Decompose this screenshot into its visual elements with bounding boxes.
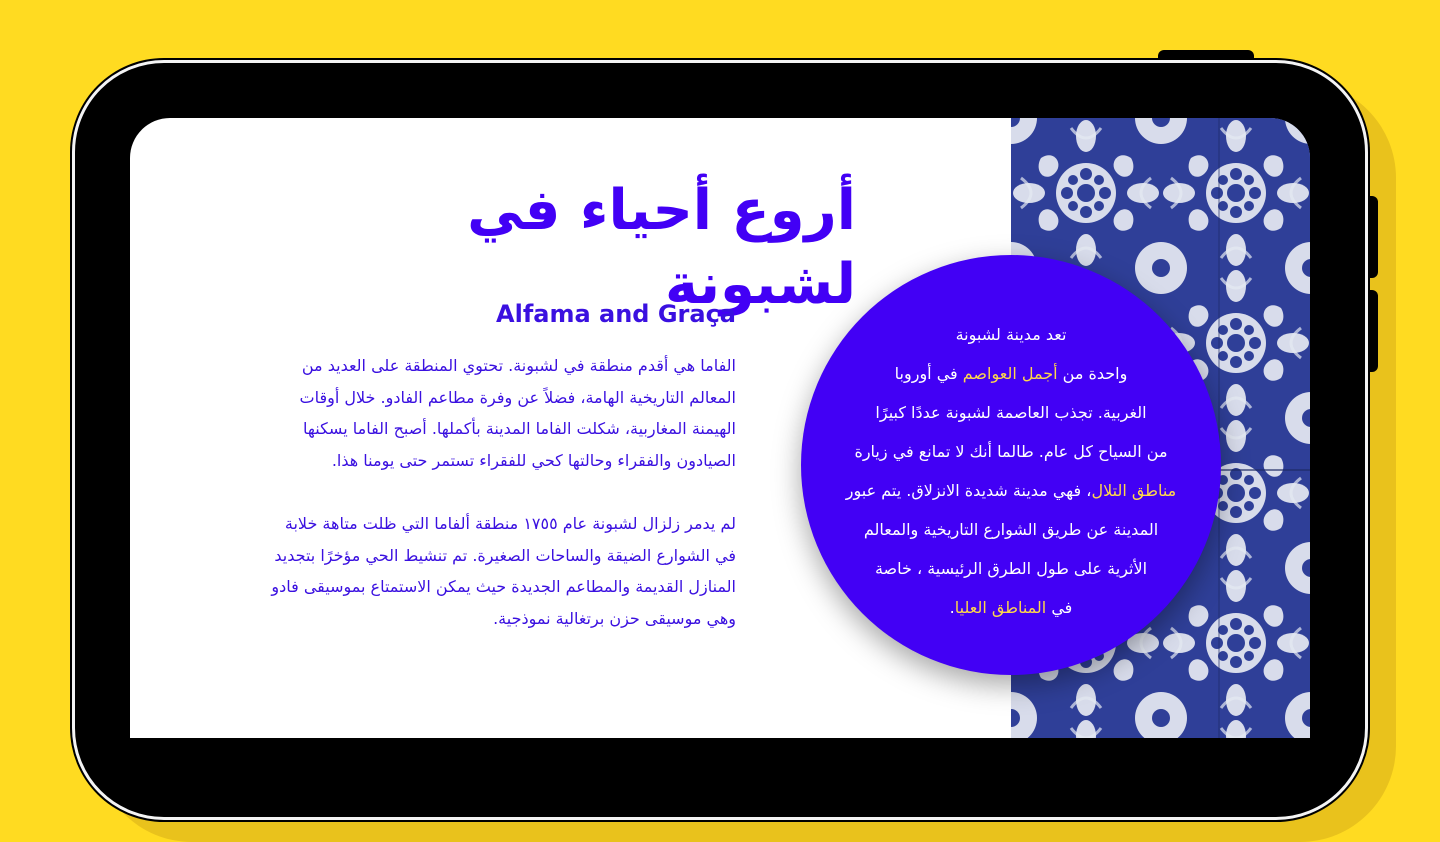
callout-line: المدينة عن طريق الشوارع التاريخية والمعالم xyxy=(863,520,1159,539)
callout-line: الغربية. تجذب العاصمة لشبونة عددًا كبيرًا xyxy=(875,403,1147,422)
page-title: أروع أحياء في لشبونة xyxy=(467,178,856,317)
callout-text xyxy=(801,315,1221,627)
callout-text-part: واحدة من xyxy=(1057,364,1128,383)
callout-text-part: . xyxy=(949,598,955,617)
callout-line: من السياح كل عام. طالما أنك لا تمانع في زيارة xyxy=(854,442,1168,461)
callout-highlight: المناطق العليا xyxy=(954,598,1047,617)
callout-highlight: مناطق التلال xyxy=(1091,481,1177,500)
callout-circle xyxy=(801,255,1221,675)
callout-text-part: في أوروبا xyxy=(894,364,963,383)
callout-line xyxy=(801,588,1221,627)
paragraph-earthquake: لم يدمر زلزال لشبونة عام ١٧٥٥ منطقة ألفاما التي ظلت متاهة خلابة في الشوارع الضيقة والساحات الصغيرة. تم تنشيط الحي مؤخرًا بتجديد المنازل القديمة والمطاعم الجديدة حيث يمكن الاستمتاع بموسيقى فادو وهي موسيقى حزن برتغالية نموذجية. xyxy=(271,514,736,628)
callout-line: الأثرية على طول الطرق الرئيسية ، خاصة xyxy=(874,559,1148,578)
callout-highlight: أجمل العواصم xyxy=(962,364,1058,383)
tablet-screen xyxy=(130,118,1310,738)
paragraph-alfama-history: الفاما هي أقدم منطقة في لشبونة. تحتوي المنطقة على العديد من المعالم التاريخية الهامة، فضلاً عن وفرة مطاعم الفادو. خلال أوقات الهيمنة المغاربية، شكلت الفاما المدينة بأكملها. أصبح الفاما يسكنها الصيادون والفقراء وحالتها كحي للفقراء تستمر حتى يومنا هذا. xyxy=(299,356,736,470)
callout-line: تعد مدينة لشبونة xyxy=(955,325,1067,344)
callout-line xyxy=(801,471,1221,510)
callout-line xyxy=(801,354,1221,393)
callout-text-part: في xyxy=(1046,598,1073,617)
callout-text-part: ، فهي مدينة شديدة الانزلاق. يتم عبور xyxy=(845,481,1092,500)
section-subtitle: Alfama and Graça xyxy=(496,300,736,328)
